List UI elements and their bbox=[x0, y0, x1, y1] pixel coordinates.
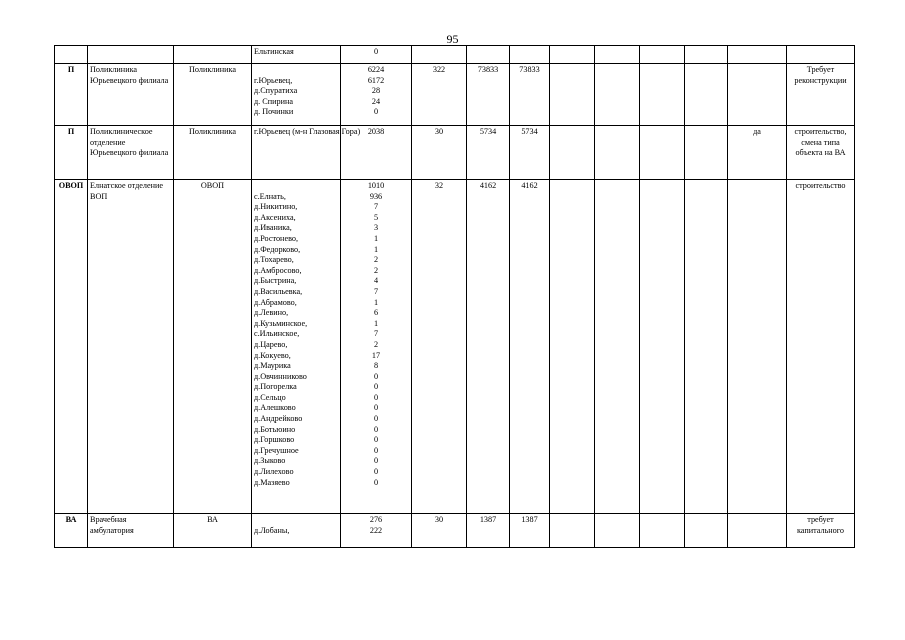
settlement-name: д.Андрейково bbox=[254, 414, 303, 424]
table-row bbox=[55, 46, 855, 64]
facilities-table bbox=[54, 45, 855, 548]
settlement-name: д.Спуратиха bbox=[254, 86, 298, 96]
settlement-name: д.Иваника, bbox=[254, 223, 292, 233]
settlements-cell bbox=[252, 46, 341, 64]
facility-type bbox=[174, 46, 252, 64]
population-cell bbox=[341, 514, 412, 548]
settlement-name: д.Мазяево bbox=[254, 477, 290, 487]
population-value: 222 bbox=[369, 525, 383, 535]
population-value: 6224 bbox=[367, 65, 385, 74]
settlement-name: д.Погорелка bbox=[254, 382, 297, 392]
population-value: 0 bbox=[373, 456, 379, 466]
settlement-name: д.Левино, bbox=[254, 308, 289, 318]
facility-type: ВА bbox=[174, 514, 252, 548]
settlement-name: д.Амбросово, bbox=[254, 265, 302, 275]
population-value: 0 bbox=[373, 435, 379, 445]
table-row bbox=[55, 64, 855, 126]
settlement-name: д.Алешково bbox=[254, 403, 296, 413]
settlement-name: с.Ильинское, bbox=[254, 329, 300, 339]
attached-population-value bbox=[510, 46, 550, 64]
settlement-name: д.Овчинниково bbox=[254, 371, 307, 381]
page-number: 95 bbox=[446, 32, 459, 46]
population-cell bbox=[341, 180, 412, 514]
capacity-value bbox=[412, 46, 467, 64]
capacity-value: 322 bbox=[412, 64, 467, 126]
population-value: 2 bbox=[373, 255, 379, 265]
empty-cell bbox=[550, 46, 595, 64]
population-value: 6172 bbox=[367, 75, 385, 85]
served-population-value: 4162 bbox=[467, 180, 510, 514]
facility-code: П bbox=[55, 126, 88, 180]
population-value: 0 bbox=[373, 467, 379, 477]
empty-cell bbox=[550, 514, 595, 548]
facility-type: Поликлиника bbox=[174, 126, 252, 180]
settlements-cell bbox=[252, 64, 341, 126]
population-value: 1010 bbox=[367, 181, 385, 190]
settlement-name: д.Зыково bbox=[254, 456, 286, 466]
settlement-name: д.Лобаны, bbox=[254, 525, 290, 535]
flag-value bbox=[728, 180, 787, 514]
population-value: 17 bbox=[371, 350, 381, 360]
empty-cell bbox=[640, 46, 685, 64]
capacity-value: 30 bbox=[412, 126, 467, 180]
facility-type: Поликлиника bbox=[174, 64, 252, 126]
action-note bbox=[787, 46, 855, 64]
empty-cell bbox=[595, 180, 640, 514]
population-value: 1 bbox=[373, 244, 379, 254]
settlement-name: д.Горшково bbox=[254, 435, 295, 445]
settlement-name: д.Ростонево, bbox=[254, 233, 299, 243]
population-value: 6 bbox=[373, 308, 379, 318]
empty-cell bbox=[550, 126, 595, 180]
capacity-value: 30 bbox=[412, 514, 467, 548]
population-value: 0 bbox=[373, 477, 379, 487]
facility-name: Поликлиника Юрьевецкого филиала bbox=[88, 64, 174, 126]
population-value: 276 bbox=[369, 515, 383, 524]
flag-value bbox=[728, 514, 787, 548]
population-value: 7 bbox=[373, 202, 379, 212]
facility-code bbox=[55, 46, 88, 64]
action-note: строительство, смена типа объекта на ВА bbox=[787, 126, 855, 180]
served-population-value: 1387 bbox=[467, 514, 510, 548]
population-cell bbox=[341, 64, 412, 126]
population-value: 0 bbox=[373, 107, 379, 117]
facility-name: Врачебная амбулатория bbox=[88, 514, 174, 548]
population-value: 936 bbox=[369, 191, 383, 201]
population-value: 7 bbox=[373, 329, 379, 339]
empty-cell bbox=[595, 64, 640, 126]
facility-name: Поликлиническое отделение Юрьевецкого филиала bbox=[88, 126, 174, 180]
settlement-name: д.Гречушное bbox=[254, 445, 299, 455]
facility-code: ОВОП bbox=[55, 180, 88, 514]
settlement-name: д.Ботьюино bbox=[254, 424, 296, 434]
empty-cell bbox=[685, 126, 728, 180]
population-value: 0 bbox=[373, 445, 379, 455]
settlement-name: д.Федорково, bbox=[254, 244, 301, 254]
table-row bbox=[55, 126, 855, 180]
settlement-name: д.Царево, bbox=[254, 339, 288, 349]
facility-code: ВА bbox=[55, 514, 88, 548]
facility-name bbox=[88, 46, 174, 64]
population-value: 3 bbox=[373, 223, 379, 233]
population-value: 5 bbox=[373, 212, 379, 222]
empty-cell bbox=[640, 514, 685, 548]
facility-name: Елнатское отделение ВОП bbox=[88, 180, 174, 514]
settlement-name: д.Тохарево, bbox=[254, 255, 294, 265]
settlement-name: д.Быстрина, bbox=[254, 276, 297, 286]
flag-value bbox=[728, 64, 787, 126]
facility-type: ОВОП bbox=[174, 180, 252, 514]
population-cell bbox=[341, 46, 412, 64]
settlement-name: с.Елнать, bbox=[254, 191, 286, 201]
table-row bbox=[55, 180, 855, 514]
empty-cell bbox=[595, 46, 640, 64]
settlement-name: д.Кокуево, bbox=[254, 350, 291, 360]
empty-cell bbox=[550, 64, 595, 126]
population-value: 1 bbox=[373, 233, 379, 243]
served-population-value: 73833 bbox=[467, 64, 510, 126]
empty-cell bbox=[550, 180, 595, 514]
table-row bbox=[55, 514, 855, 548]
settlement-name: д. Починки bbox=[254, 107, 294, 117]
settlement-name: г.Юрьевец (м-н Глазовая Гора) bbox=[254, 127, 361, 136]
empty-cell bbox=[685, 64, 728, 126]
action-note: Требует реконструкции bbox=[787, 64, 855, 126]
population-value: 2 bbox=[373, 339, 379, 349]
settlement-name: д.Маурика bbox=[254, 361, 291, 371]
population-value: 2038 bbox=[367, 127, 385, 136]
settlement-name: д. Спирина bbox=[254, 96, 293, 106]
empty-cell bbox=[640, 64, 685, 126]
settlement-name: д.Лилехово bbox=[254, 467, 294, 477]
attached-population-value: 5734 bbox=[510, 126, 550, 180]
action-note: требует капитального bbox=[787, 514, 855, 548]
settlement-name: д.Абрамово, bbox=[254, 297, 297, 307]
settlement-name: д.Аксениха, bbox=[254, 212, 296, 222]
empty-cell bbox=[640, 180, 685, 514]
settlement-name: г.Юрьевец, bbox=[254, 75, 293, 85]
population-value: 1 bbox=[373, 318, 379, 328]
settlements-cell bbox=[252, 180, 341, 514]
settlement-name: д.Никитино, bbox=[254, 202, 298, 212]
settlement-name: Ельтинская bbox=[254, 47, 294, 56]
settlements-cell bbox=[252, 126, 361, 180]
empty-cell bbox=[640, 126, 685, 180]
population-value: 2 bbox=[373, 265, 379, 275]
attached-population-value: 1387 bbox=[510, 514, 550, 548]
population-value: 8 bbox=[373, 361, 379, 371]
served-population-value: 5734 bbox=[467, 126, 510, 180]
action-note: строительство bbox=[787, 180, 855, 514]
population-value: 0 bbox=[373, 382, 379, 392]
population-value: 0 bbox=[373, 414, 379, 424]
settlement-name: д.Сельцо bbox=[254, 392, 286, 402]
served-population-value bbox=[467, 46, 510, 64]
settlement-name: д.Васильевка, bbox=[254, 286, 303, 296]
population-value: 24 bbox=[371, 96, 381, 106]
empty-cell bbox=[595, 514, 640, 548]
population-value: 4 bbox=[373, 276, 379, 286]
population-value: 0 bbox=[373, 403, 379, 413]
population-value: 0 bbox=[373, 47, 379, 56]
facility-code: П bbox=[55, 64, 88, 126]
empty-cell bbox=[685, 514, 728, 548]
attached-population-value: 73833 bbox=[510, 64, 550, 126]
population-value: 0 bbox=[373, 392, 379, 402]
population-value: 1 bbox=[373, 297, 379, 307]
flag-value: да bbox=[728, 126, 787, 180]
settlements-cell bbox=[252, 514, 341, 548]
empty-cell bbox=[685, 46, 728, 64]
settlement-name: д.Кузьминское, bbox=[254, 318, 308, 328]
population-value: 0 bbox=[373, 424, 379, 434]
capacity-value: 32 bbox=[412, 180, 467, 514]
empty-cell bbox=[595, 126, 640, 180]
population-value: 28 bbox=[371, 86, 381, 96]
flag-value bbox=[728, 46, 787, 64]
empty-cell bbox=[685, 180, 728, 514]
population-value: 0 bbox=[373, 371, 379, 381]
population-value: 7 bbox=[373, 286, 379, 296]
attached-population-value: 4162 bbox=[510, 180, 550, 514]
